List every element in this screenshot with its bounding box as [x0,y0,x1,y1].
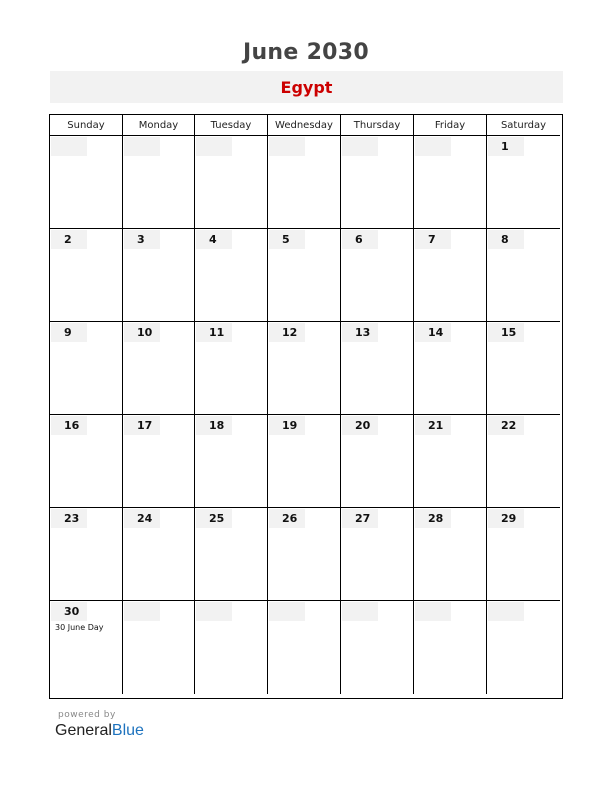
day-number: 27 [342,509,378,528]
day-cell-2 [50,229,123,322]
day-cell-14 [414,322,487,415]
day-number: 30 [51,602,87,621]
day-number: 18 [196,416,232,435]
day-cell-12 [268,322,341,415]
empty-day-cell [341,136,414,229]
day-number: 22 [488,416,524,435]
day-cell-10 [123,322,195,415]
day-number: 12 [269,323,305,342]
holiday-label: 30 June Day [55,623,104,632]
brand-general: General [55,722,112,739]
day-number-blank [196,602,232,621]
day-cell-26 [268,508,341,601]
day-cell-7 [414,229,487,322]
empty-day-cell [195,601,268,694]
day-number: 1 [488,137,524,156]
day-cell-11 [195,322,268,415]
day-number: 19 [269,416,305,435]
day-number: 17 [124,416,160,435]
day-number-blank [269,137,305,156]
day-cell-22 [487,415,560,508]
weekday-header-saturday: Saturday [487,115,560,136]
calendar-grid [49,114,563,699]
day-cell-24 [123,508,195,601]
day-number-blank [415,602,451,621]
day-cell-28 [414,508,487,601]
weekday-header-wednesday: Wednesday [268,115,341,136]
day-number: 14 [415,323,451,342]
day-number: 4 [196,230,232,249]
day-cell-15 [487,322,560,415]
day-number: 13 [342,323,378,342]
day-number: 16 [51,416,87,435]
empty-day-cell [268,601,341,694]
day-cell-19 [268,415,341,508]
day-number: 21 [415,416,451,435]
day-number-blank [124,602,160,621]
empty-day-cell [123,601,195,694]
day-number-blank [488,602,524,621]
powered-by-label: powered by [58,710,116,720]
day-cell-1 [487,136,560,229]
day-cell-3 [123,229,195,322]
brand-logo [55,722,144,740]
day-number: 25 [196,509,232,528]
weekday-header-friday: Friday [414,115,487,136]
day-cell-6 [341,229,414,322]
country-banner [50,71,563,103]
empty-day-cell [414,601,487,694]
day-number: 3 [124,230,160,249]
day-cell-8 [487,229,560,322]
day-number-blank [342,602,378,621]
day-cell-20 [341,415,414,508]
day-cell-29 [487,508,560,601]
day-cell-25 [195,508,268,601]
day-number: 23 [51,509,87,528]
page-title: June 2030 [242,40,370,65]
empty-day-cell [268,136,341,229]
day-cell-18 [195,415,268,508]
day-cell-23 [50,508,123,601]
day-cell-16 [50,415,123,508]
day-number-blank [51,137,87,156]
day-number-blank [196,137,232,156]
day-cell-17 [123,415,195,508]
brand-blue: Blue [111,722,144,739]
day-number: 10 [124,323,160,342]
day-cell-5 [268,229,341,322]
day-cell-9 [50,322,123,415]
day-number: 11 [196,323,232,342]
day-number: 8 [488,230,524,249]
day-cell-13 [341,322,414,415]
empty-day-cell [195,136,268,229]
day-number-blank [415,137,451,156]
empty-day-cell [487,601,560,694]
day-number: 2 [51,230,87,249]
empty-day-cell [414,136,487,229]
day-cell-21 [414,415,487,508]
weekday-header-sunday: Sunday [50,115,123,136]
day-number-blank [269,602,305,621]
weekday-header-monday: Monday [123,115,195,136]
day-number: 5 [269,230,305,249]
day-number: 26 [269,509,305,528]
empty-day-cell [50,136,123,229]
day-cell-27 [341,508,414,601]
day-number: 15 [488,323,524,342]
empty-day-cell [123,136,195,229]
empty-day-cell [341,601,414,694]
country-name: Egypt [280,77,333,97]
weekday-header-tuesday: Tuesday [195,115,268,136]
day-number-blank [124,137,160,156]
day-cell-4 [195,229,268,322]
weekday-header-thursday: Thursday [341,115,414,136]
day-number: 6 [342,230,378,249]
day-number: 7 [415,230,451,249]
day-number: 28 [415,509,451,528]
day-number: 29 [488,509,524,528]
day-number: 9 [51,323,87,342]
day-number-blank [342,137,378,156]
day-number: 20 [342,416,378,435]
day-cell-30 [50,601,123,694]
day-number: 24 [124,509,160,528]
